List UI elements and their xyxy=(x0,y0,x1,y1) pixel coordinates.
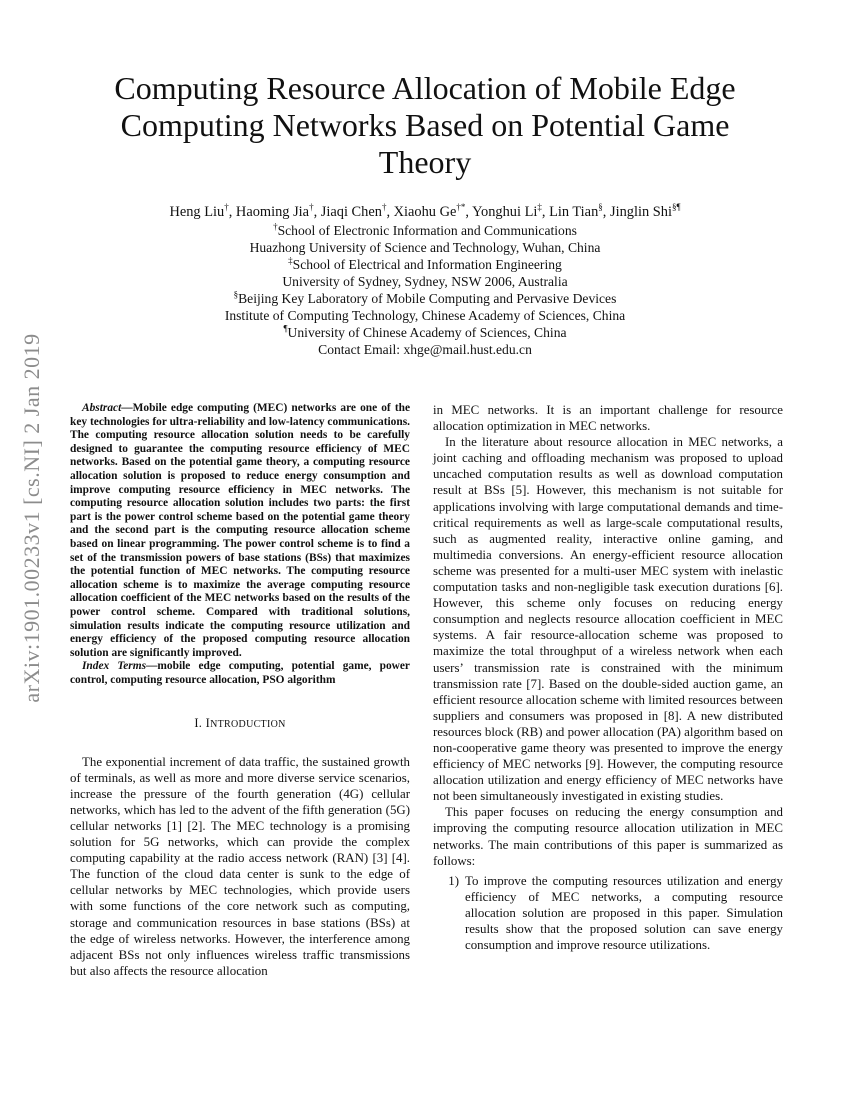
arxiv-identifier: arXiv:1901.00233v1 [cs.NI] 2 Jan 2019 xyxy=(19,333,44,703)
affiliation-text: School of Electronic Information and Communications xyxy=(277,223,577,238)
body-paragraph: In the literature about resource allocation in MEC networks, a joint caching and offloading mechanism was proposed to upload uncached computation results as well as download computation result at BSs [5]. However, this mechanism is not suitable for applications involving with large computational demands and time-critical requirements as well as large-scale computational results, such as augmented reality, interactive online gaming, and multimedia conversions. An energy-efficient resource allocation scheme was presented for a multi-user MEC system with inelastic computation tasks and non-negligible task execution durations [6]. However, this scheme only focuses on reducing energy consumption and neglects resource allocation coefficient in MEC systems. A fair resource-allocation scheme was proposed to maximize the total throughput of a wireless network when each users’ transmission rate is constrained with the minimum transmission rate [7]. Based on the double-sided auction game, an efficient resource allocation scheme with limited resources between suppliers and consumers was proposed in [8]. A new distributed resources block (RB) and power allocation (PA) algorithm based on non-cooperative game theory was presented to improve the energy efficiency of MEC networks [9]. However, the computing resource allocation utilization and energy efficiency of MEC networks have not been simultaneously investigated in existing studies. xyxy=(433,435,783,804)
author-affiliation-mark: §¶ xyxy=(671,202,681,213)
author-affiliation-mark: † xyxy=(381,202,387,213)
abstract-text: —Mobile edge computing (MEC) networks are one of the key technologies for ultra-reliability and low-latency communications. The computing resource allocation solution needs to be carefully designed to guarantee the computing resource efficiency of MEC networks. Based on the potential game theory, a computing resource allocation solution is proposed to reduce energy consumption and improve computing resource efficiency in MEC networks. The computing resource allocation solution includes two parts: the first part is the power control scheme based on the potential game theory and the second part is the computing resource allocation scheme based on linear programming. The power control scheme is to find a set of the transmission powers of base stations (BSs) that maximizes the potential function of MEC networks. The computing resource allocation scheme is to maximize the average computing resource allocation coefficient of the MEC networks based on the results of the power control scheme. Compared with traditional solutions, simulation results indicate the computing resource utilization and energy efficiency of the proposed computing resource allocation solution are significantly improved. xyxy=(70,402,410,659)
abstract-label: Abstract xyxy=(82,402,122,414)
section-numeral: I. xyxy=(194,716,206,731)
paper-title: Computing Resource Allocation of Mobile Edge Computing Networks Based on Potential Game Theory xyxy=(114,70,736,180)
arxiv-sidebar-stamp xyxy=(14,288,50,748)
left-body-text xyxy=(70,754,410,979)
index-terms-text: —mobile edge computing, potential game, power control, computing resource allocation, PSO algorithm xyxy=(70,660,410,686)
contribution-text: To improve the computing resources utilization and energy efficiency of MEC networks, a computing resource allocation solution are proposed in this paper. Simulation results show that the proposed solution can save energy consumption and improve resource utilizations. xyxy=(465,873,783,953)
author-affiliation-mark: †* xyxy=(456,202,466,213)
affiliation-line xyxy=(80,256,770,273)
affiliation-line xyxy=(80,239,770,256)
right-column xyxy=(433,402,783,953)
affiliation-text: Huazhong University of Science and Technology, Wuhan, China xyxy=(249,240,601,255)
author-name: Lin Tian xyxy=(549,204,599,220)
section-title-rest: NTRODUCTION xyxy=(210,719,286,731)
body-paragraph: The exponential increment of data traffic, the sustained growth of terminals, as well as more and more diverse service scenarios, increase the pressure of the fourth generation (4G) cellular networks, which has led to the advent of the fifth generation (5G) cellular networks [1] [2]. The MEC technology is a promising solution for 5G networks, which can provide the complex computing capability at the radio access network (RAN) [3] [4]. The function of the cloud data center is sunk to the edge of cellular networks by MEC technologies, which provide users with some functions of the core network such as computing, storage and communication resources in base stations (BSs) at the edge of wireless networks. However, the interference among adjacent BSs not only influences wireless traffic transmissions but also affects the resource allocation xyxy=(70,754,410,978)
author-name: Jiaqi Chen xyxy=(320,204,382,220)
affiliation-text: School of Electrical and Information Engineering xyxy=(292,257,562,272)
index-terms xyxy=(70,660,410,687)
section-title-initial: I xyxy=(205,716,211,731)
author-name: Yonghui Li xyxy=(472,204,538,220)
affiliation-text: University of Chinese Academy of Sciences, China xyxy=(287,325,567,340)
section-heading-introduction xyxy=(70,715,410,733)
contribution-number: 1) xyxy=(448,873,459,888)
author-name: Jinglin Shi xyxy=(609,204,672,220)
affiliation-list xyxy=(80,222,770,358)
body-paragraph: This paper focuses on reducing the energy consumption and improving the computing resource allocation utilization in MEC networks. The main contributions of this paper is summarized as follows: xyxy=(433,805,783,868)
affiliation-mark: ¶ xyxy=(283,323,288,334)
body-paragraph: in MEC networks. It is an important challenge for resource allocation optimization in MEC networks. xyxy=(433,403,783,434)
affiliation-text: Contact Email: xhge@mail.hust.edu.cn xyxy=(318,342,532,357)
author-affiliation-mark: † xyxy=(224,202,229,213)
author-name: Heng Liu xyxy=(169,204,225,220)
affiliation-text: Beijing Key Laboratory of Mobile Computing and Pervasive Devices xyxy=(238,291,617,306)
affiliation-line xyxy=(80,222,770,239)
author-affiliation-mark: ‡ xyxy=(537,202,542,213)
affiliation-line xyxy=(80,341,770,358)
affiliation-line xyxy=(80,273,770,290)
author-name: Haoming Jia xyxy=(235,204,310,220)
contribution-item xyxy=(433,873,783,953)
author-names: Heng Liu†, Haoming Jia†, Jiaqi Chen†, Xiaohu Ge†*, Yonghui Li‡, Lin Tian§, Jinglin Shi§¶ xyxy=(169,202,681,220)
affiliation-mark: § xyxy=(233,289,239,300)
left-column xyxy=(70,402,410,979)
author-block xyxy=(80,204,770,358)
affiliation-text: University of Sydney, Sydney, NSW 2006, Australia xyxy=(282,274,568,289)
affiliation-line xyxy=(80,324,770,341)
author-name: Xiaohu Ge xyxy=(393,204,457,220)
contribution-list xyxy=(433,873,783,953)
author-affiliation-mark: § xyxy=(598,202,603,213)
affiliation-text: Institute of Computing Technology, Chinese Academy of Sciences, China xyxy=(224,308,626,323)
abstract xyxy=(70,402,410,660)
index-terms-label: Index Terms xyxy=(82,660,147,673)
affiliation-mark: ‡ xyxy=(288,255,293,266)
author-affiliation-mark: † xyxy=(309,202,314,213)
affiliation-line xyxy=(80,307,770,324)
right-body-text xyxy=(433,402,783,869)
affiliation-mark: † xyxy=(273,221,278,232)
affiliation-line xyxy=(80,290,770,307)
